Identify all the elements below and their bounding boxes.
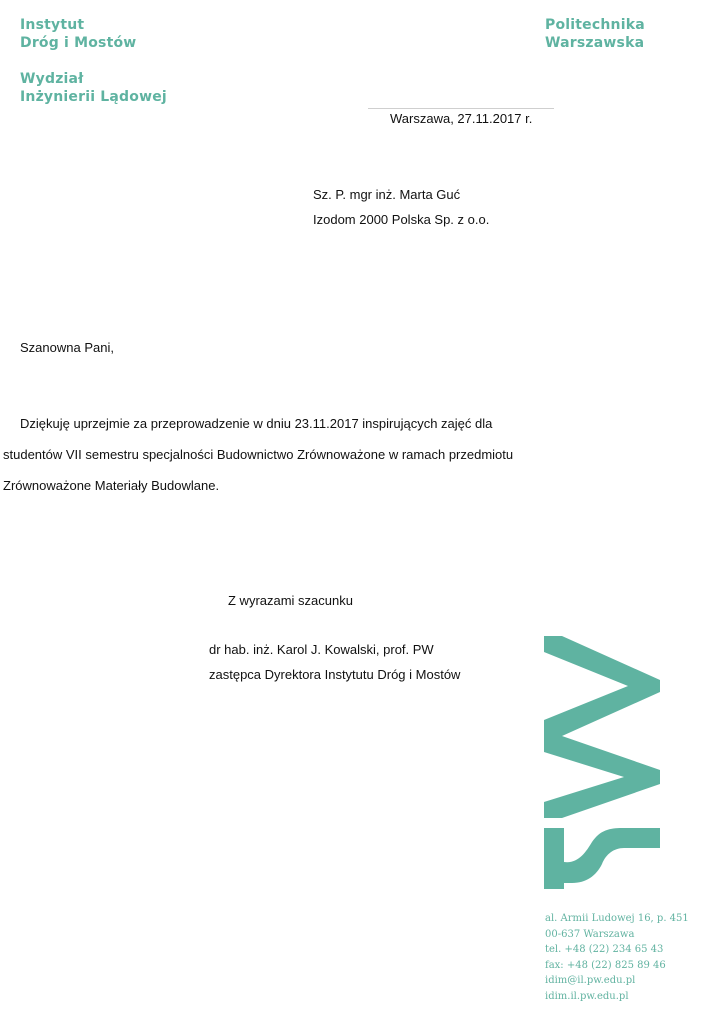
contact-address: al. Armii Ludowej 16, p. 451 xyxy=(545,913,689,924)
contact-fax: fax: +48 (22) 825 89 46 xyxy=(545,959,666,971)
body-line-2: studentów VII semestru specjalności Budownictwo Zrównoważone w ramach przedmiotu xyxy=(3,447,514,462)
recipient-name: Sz. P. mgr inż. Marta Guć xyxy=(313,187,461,202)
faculty-line-2: Inżynierii Lądowej xyxy=(20,89,167,105)
recipient-company: Izodom 2000 Polska Sp. z o.o. xyxy=(313,212,490,227)
contact-email: idim@il.pw.edu.pl xyxy=(545,975,636,986)
signature-name: dr hab. inż. Karol J. Kowalski, prof. PW xyxy=(209,642,434,657)
signature-title: zastępca Dyrektora Instytutu Dróg i Mostów xyxy=(209,667,461,682)
university-line-1: Politechnika xyxy=(545,17,645,33)
university-name xyxy=(545,16,645,52)
contact-website: idim.il.pw.edu.pl xyxy=(545,990,629,1002)
faculty-name xyxy=(20,70,167,106)
contact-block xyxy=(545,911,689,1004)
university-line-2: Warszawska xyxy=(545,35,645,51)
body-line-1: Dziękuję uprzejmie za przeprowadzenie w dniu 23.11.2017 inspirujących zajęć dla xyxy=(20,416,493,431)
contact-phone: tel. +48 (22) 234 65 43 xyxy=(545,944,664,955)
institute-name xyxy=(20,16,136,52)
date-divider xyxy=(368,108,554,109)
closing: Z wyrazami szacunku xyxy=(228,593,353,608)
contact-postal: 00-637 Warszawa xyxy=(545,928,635,940)
letter-date: Warszawa, 27.11.2017 r. xyxy=(390,111,533,126)
faculty-line-1: Wydział xyxy=(20,71,84,87)
institute-line-2: Dróg i Mostów xyxy=(20,35,137,51)
greeting: Szanowna Pani, xyxy=(20,340,114,355)
institute-line-1: Instytut xyxy=(20,17,85,33)
body-line-3: Zrównoważone Materiały Budowlane. xyxy=(3,478,220,493)
pw-logo-icon xyxy=(544,634,662,889)
